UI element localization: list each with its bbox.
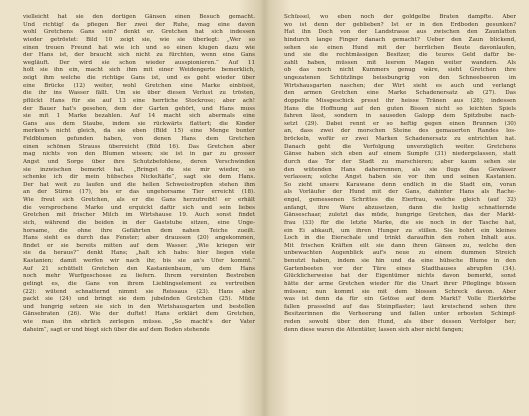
text-line: Besitzerinnen die Verheerung und fallen unter erbosten Schimpf-	[284, 311, 516, 318]
text-line: holt sie ihn ein, macht sich ihm mit einer Weidengerte bemerklich,	[23, 67, 255, 74]
text-line: an der Stirne (17), bis er das ungehorsame Tier erreicht (18).	[23, 189, 255, 196]
text-line: ungezatenen Schützlinge beissbungrig von den Schneebeeren im	[284, 75, 516, 81]
text-line: durch das Tor der Stadt zu marschieren; aber kaum sehen sie	[284, 158, 516, 165]
text-line: sich, während die beiden in der Gaststube sitzen, eine Unge-	[23, 219, 255, 226]
text-line: hindurch lange Finger danach gemacht? Ueber den Zaun blickend,	[284, 36, 516, 43]
text-line: Und richtig! da pfiegen Ber zwei der Ruhe, mag eine davon	[23, 21, 255, 28]
text-line: Feldblumen gefunden haben, von denen Hans dem Gretchen	[23, 136, 255, 142]
text-line: wegläuft. Der wird sie schon wieder ausspionieren.“ Auf 11	[23, 59, 255, 66]
text-line: wieder getröstet: Bild 10 zeigt sie, wie sie überlegt: „Wer so	[23, 36, 255, 43]
text-line: zeigt ihm welche die richtige Gans ist, und es geht wieder über	[23, 75, 255, 81]
text-line: unbewachten Augenblick auf's neue zu einem dummen Streich	[284, 250, 516, 257]
text-line: den armen Gretchen eine Marke Schadenersatz ab (27). Das	[284, 90, 516, 97]
text-line: Mit frischen Kräften eilt sie dann ihren Gänsen zu, welche den	[284, 242, 516, 249]
text-line: Wirtshausgarten naschen; der Wirt sieht es auch und verlangt	[284, 82, 516, 89]
text-line: Auf 21 schüttelt Gretchen den Kastanienbaum, um dem Hans	[23, 265, 255, 272]
text-line: horsame, die ohne ihre Gefährten dem nahen Teiche zueilt.	[23, 227, 255, 234]
text-line: verlassen; solche Angst haben sie vor ihm und seinen Kastanien.	[284, 174, 516, 181]
text-line: frau (33) für die letzte Marke, die sie noch in der Tasche hat,	[284, 219, 516, 226]
text-line: reden sowohl über den Hund, als über dessen Verfolger her;	[284, 319, 516, 325]
text-line: doppelte Missgeschick presst ihr heisse Tränen aus (28); indessen	[284, 97, 516, 104]
text-line: setzt (29). Dabei rennt er so heftig gegen einen Brunnen (30)	[284, 120, 516, 127]
text-line: müssen; nun kommt sie mit dem blossen Schreck davon. Aber	[284, 288, 516, 295]
text-line: Hans sieht es durch das Fenster; aber draussen (20) angekommen,	[23, 235, 255, 242]
text-line: der Bauer hat's gesehen, dem der Garten gehört, und Hans muss	[23, 105, 255, 112]
text-line: So zieht unsere Karawane denn endlich in die Stadt ein, voran	[284, 181, 516, 188]
text-line: fahren lässt, sondern in sauseden Galopp dem Spitzbube nach-	[284, 113, 516, 120]
text-line: ob das noch nicht Kummers genug wäre, sieht Gretchen ihre	[284, 67, 516, 74]
text-line: Hat ihn Doch von der Landstrasse aus zwischen den Zaunlatten	[284, 29, 516, 36]
text-line: wie man ihn ehrlich zerlegen müsse. „So macht's der Vater	[23, 319, 255, 325]
text-line: Gans aus dem Staube, indem sie rückwärts flattert; die Kinder	[23, 120, 255, 127]
text-line: hätte der arme Gretchen wieder für die Unart ihrer Pfleglinge büssen	[284, 280, 516, 287]
text-line: merken's nicht gleich, da sie eben (Bild 15) eine Menge bunter	[23, 128, 255, 135]
text-line: bröckeln, wofür er zwei Marken Schadenersatz zu entrichten hat.	[284, 136, 516, 142]
text-line: noch mehr Wurfgeschosse zu liefern. Ihrem vereinten Bestreben	[23, 273, 255, 280]
text-line: und sie die rechtmässigen Besitzer, die teures Geld dafür be-	[284, 52, 516, 59]
text-line: sie inzwischen bemerkt hat. „Bringst du sie mir wieder, so	[23, 166, 255, 173]
text-line: (22): wütend schnatternd nimmt sie Reissaus (23). Hans aber	[23, 288, 255, 295]
text-line: sie da heraus?“ denkt Hans; „halt ich habs: hier liegen viele	[23, 250, 255, 257]
text-line: packt sie (24) und bringt sie dem jubelnden Gretchen (25). Müde	[23, 296, 255, 303]
text-line: was ist denn da für ein Getöse auf dem Markt? Volle Eierkörbe	[284, 296, 516, 303]
text-line: Gänsebraten (26). Wie der duftet! Hans erklärt dem Gretchen,	[23, 311, 255, 318]
text-line: Gänse haben sich eben auf einem Sumpfe (31) niedergelassen, statt	[284, 151, 516, 158]
text-line: gelingt es, die Gans von ihrem Lieblingselement zu vertreiben	[23, 280, 255, 287]
text-line: den wütenden Hans daherrennen, als sie flugs das Gewässer	[284, 166, 516, 173]
text-line: an, dass zwei der morschen Steine des gemauerten Randes los-	[284, 128, 516, 135]
text-line: vielleicht hat sie den dortigen Gänsen einen Besuch gemacht.	[23, 14, 255, 20]
text-line: Wie freut sich Gretchen, als er die Gans herzutreibt! er erhält	[23, 197, 255, 203]
text-line: als Vorläufer der Hund mit der Gans, dahinter Hans als Rache-	[284, 189, 516, 196]
text-line: pflückt Hans für sie auf 13 eine herrliche Stockrose; aber ach!	[23, 97, 255, 104]
text-line: ein Ei abkauft, um ihren Hunger zu stillen. Sie bohrt ein kleines	[284, 227, 516, 234]
text-line: eine Brücke (12) weiter, wohl Gretchen eine Marke einbüsst,	[23, 82, 255, 89]
text-line: benutzt haben, indem sie hin und da eine hübsche Blume in den	[284, 258, 516, 264]
left-page	[23, 14, 255, 408]
text-line: wo ist denn der geblieben? Ist er in den Erdboden gesunken?	[284, 21, 516, 28]
text-line: Loch in die Eierschale und trinkt daraufhin den rohen Inhalt aus.	[284, 235, 516, 242]
text-line: einen schönen Strauss überreicht (Bild 16). Das Gretchen aber	[23, 143, 255, 150]
text-line: Hans die Hoffnung auf den guten Bissen nicht so leichten Spiels	[284, 105, 516, 112]
text-line: zahlt haben, müssen mit leerem Magen weiter wandern. Als	[284, 59, 516, 66]
text-line: sehen sie einen Hund mit der herrlichen Beute davonlaufen,	[284, 44, 516, 51]
text-line: Der hat weit zu laufen und die hellen Schweisstropfen stehen ihm	[23, 181, 255, 188]
text-line: die ihr ins Wasser fällt. Um sie über diesen Verlust zu trösten,	[23, 90, 255, 97]
text-line: sie mit 1 Marke bezahlen. Auf 14 macht sich abermals eine	[23, 113, 255, 120]
text-line: Glücklicherweise hat der Eigentümer nichts davon bemerkt, sonst	[284, 273, 516, 280]
text-line: Danach geht die Verfolgung unverzüglich weiter. Gretchens	[284, 143, 516, 150]
text-line: daheim“, sagt er und biegt sich über die auf dem Boden stehende	[23, 326, 210, 333]
text-line: Gartenbeeten vor der Türe eines Stadthauses abrupfen (34).	[284, 265, 516, 272]
text-line: einen treuen Freund hat wie ich und so einen klugen dazu wie	[23, 44, 255, 51]
text-line: Gretchen mit frischer Milch im Wirtshause 19. Auch sonst findet	[23, 212, 255, 219]
text-line: wohl Gretchens Gans sein? denkt er. Gretchen hat sich indessen	[23, 29, 255, 36]
text-line: Angst und Sorge über ihre Schutzbefohlene, deren Verschwinden	[23, 158, 255, 165]
text-line: schenke ich dir mein hübsches Nickeltäfle“, sagt sie dem Hans.	[23, 174, 255, 181]
text-line: Gänseschaar, zuletzt das müde, hungrige Gretchen, das der Markt-	[284, 212, 516, 219]
text-line: der Hans ist, der braucht sich nicht zu fürchten, wenn eine Gans	[23, 52, 255, 59]
text-line: anfangt, ihre Ware abzusetzen, dann die lustig schnatternde	[284, 204, 516, 211]
text-line: mag nichts von den Blumen wissen; sie ist in gar zu grosser	[23, 151, 255, 158]
text-line: findet er sie bereits mitten auf dem Wasser. „Wie kriegen wir	[23, 242, 255, 249]
text-line: Kastanien; damit werfen wir nach ihr, bis sie an's Ufer kommt.“	[23, 258, 255, 264]
text-line: Schüssel, wo eben noch der goldgelbe Braten dampfte. Aber	[284, 14, 516, 20]
right-page	[284, 14, 516, 408]
text-line: fallen prasselnd auf das Steinpflaster; laut kreischend sehen ihre	[284, 303, 516, 310]
text-line: die versprochene Marke und erquickt dafür sich und sein liebes	[23, 204, 255, 211]
text-line: engel, gemessenen Schrittes die Eierfrau, welche gleich (auf 32)	[284, 197, 516, 203]
text-line: und hungrig setzen sie sich in den Wirtshausgarten und bestellen	[23, 303, 255, 310]
text-line: denn diese waren die Attentäter, lassen sich aber nicht fangen;	[284, 326, 464, 333]
